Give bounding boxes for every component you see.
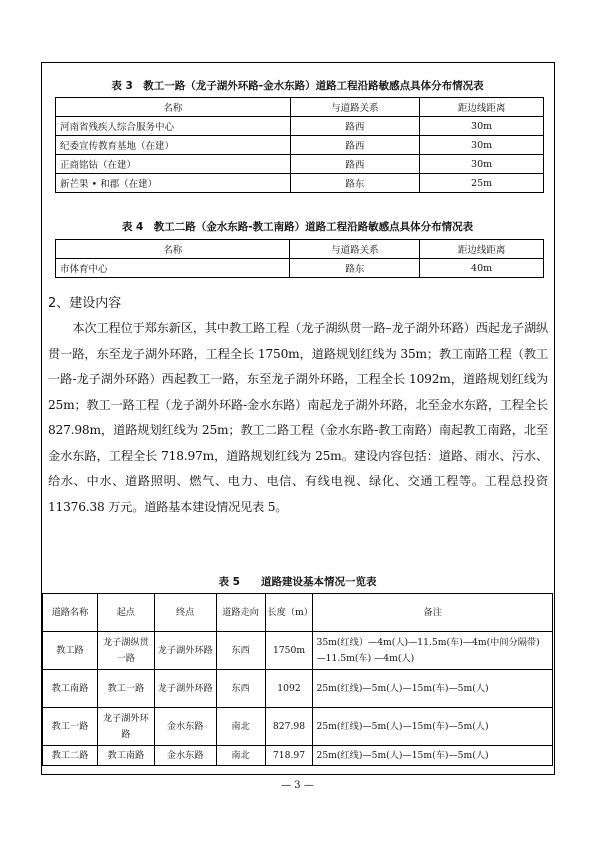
table-cell: 教工一路 [43, 708, 98, 746]
table-cell: 827.98 [265, 708, 313, 746]
table-cell: 30m [420, 117, 544, 136]
table-cell: 25m(红线)—5m(人)—15m(车)—5m(人) [313, 746, 553, 766]
header-cell: 道路走向 [216, 594, 265, 632]
table-cell: 龙子湖外环路 [154, 632, 216, 670]
header-cell: 距边线距离 [420, 98, 544, 117]
table-cell: 纪委宣传教育基地（在建） [56, 136, 291, 155]
header-cell: 距边线距离 [420, 240, 544, 259]
table-cell: 30m [420, 155, 544, 174]
table-cell: 龙子湖外环路 [97, 708, 154, 746]
table4-caption: 表 4 教工二路（金水东路-教工南路）道路工程沿路敏感点具体分布情况表 [121, 221, 474, 233]
header-cell: 名称 [56, 98, 291, 117]
table-cell: 30m [420, 136, 544, 155]
table-row [56, 117, 544, 136]
table-header-row [56, 240, 544, 259]
header-cell: 终点 [154, 594, 216, 632]
table-cell: 路西 [290, 117, 420, 136]
table-cell: 东西 [216, 632, 265, 670]
table-cell: 龙子湖纵贯一路 [97, 632, 154, 670]
table-cell: 教工南路 [97, 746, 154, 766]
table-row [43, 708, 553, 746]
table-header-row [43, 594, 553, 632]
table-cell: 正商铭钻（在建） [56, 155, 291, 174]
table-cell: 龙子湖外环路 [154, 670, 216, 708]
table3 [55, 97, 544, 193]
table-cell: 金水东路 [154, 746, 216, 766]
header-cell: 与道路关系 [290, 98, 420, 117]
table-cell: 25m(红线)—5m(人)—15m(车)—5m(人) [313, 670, 553, 708]
table-cell: 25m(红线)—5m(人)—15m(车)—5m(人) [313, 708, 553, 746]
table-cell: 河南省残疾人综合服务中心 [56, 117, 291, 136]
table-row [56, 155, 544, 174]
table-row [56, 174, 544, 193]
table-cell: 新芒果 • 和郡（在建） [56, 174, 291, 193]
table-cell: 东西 [216, 670, 265, 708]
table-cell: 路西 [290, 155, 420, 174]
table-cell: 南北 [216, 746, 265, 766]
table-row [56, 259, 544, 278]
table-row [43, 670, 553, 708]
table5 [42, 593, 553, 766]
table-cell: 南北 [216, 708, 265, 746]
table3-caption: 表 3 教工一路（龙子湖外环路-金水东路）道路工程沿路敏感点具体分布情况表 [111, 80, 484, 92]
section-heading: 2、建设内容 [48, 296, 122, 311]
table-cell: 教工南路 [43, 670, 98, 708]
table-cell: 教工路 [43, 632, 98, 670]
table-cell: 教工二路 [43, 746, 98, 766]
table-cell: 教工一路 [97, 670, 154, 708]
header-cell: 备注 [313, 594, 553, 632]
table-cell: 路东 [290, 174, 420, 193]
table-cell: 25m [420, 174, 544, 193]
table-cell: 1750m [265, 632, 313, 670]
table-row [56, 136, 544, 155]
table-cell: 40m [420, 259, 544, 278]
table-cell: 路西 [290, 136, 420, 155]
page-number: — 3 — [281, 780, 314, 791]
header-cell: 长度（m） [265, 594, 313, 632]
header-cell: 起点 [97, 594, 154, 632]
table4 [55, 239, 544, 278]
table-cell: 35m(红线）—4m(人)—11.5m(车)—4m(中间分隔带) —11.5m(车) —4m(人) [313, 632, 553, 670]
table5-caption: 表 5 道路建设基本情况一览表 [218, 576, 377, 588]
table-cell: 路东 [290, 259, 420, 278]
table-row [43, 632, 553, 670]
table-row [43, 746, 553, 766]
table-cell: 1092 [265, 670, 313, 708]
header-cell: 道路名称 [43, 594, 98, 632]
table-cell: 市体育中心 [56, 259, 290, 278]
body-paragraph: 本次工程位于郑东新区，其中教工路工程（龙子湖纵贯一路–龙子湖外环路）西起龙子湖纵贯一路，东至龙子湖外环路，工程全长 1750m，道路规划红线为 35m；教工南路工程（教工一路-龙子湖外环路）西起教工一路，东至龙子湖外环路，工程全长 1092m，道路规划红线为 25m；教工一路工程（龙子湖外环路-金水东路）南起龙子湖外环路，北至金水东路，工程全长 827.98m，道路规划红线为 25m；教工二路工程（金水东路-教工南路）南起教工南路，北至金水东路，工程全长 718.97m，道路规划红线为 25m。建设内容包括：道路、雨水、污水、给水、中水、道路照明、燃气、电力、电信、有线电视、绿化、交通工程等。工程总投资 11376.38 万元。道路基本建设情况见表 5。 [48, 321, 548, 514]
header-cell: 名称 [56, 240, 290, 259]
header-cell: 与道路关系 [290, 240, 420, 259]
table-header-row [56, 98, 544, 117]
table-cell: 718.97 [265, 746, 313, 766]
table-cell: 金水东路 [154, 708, 216, 746]
